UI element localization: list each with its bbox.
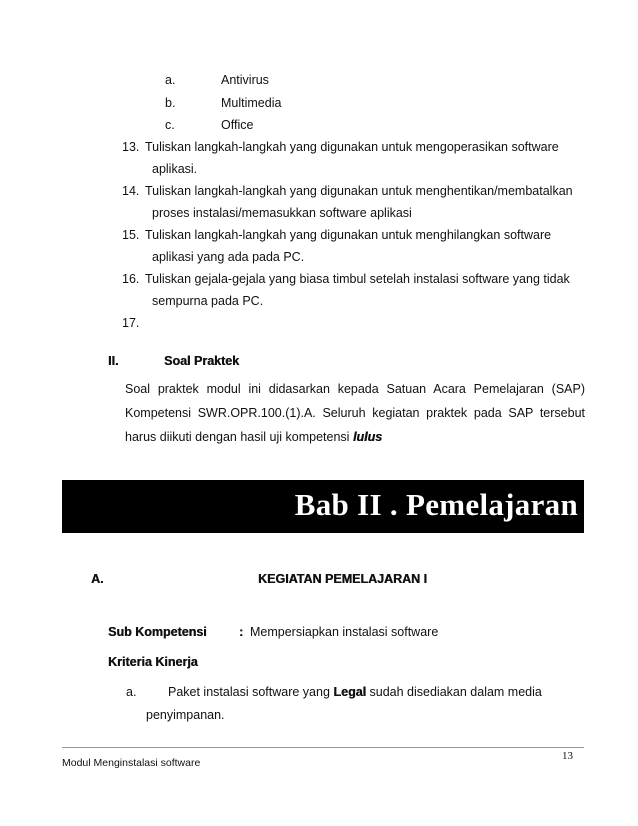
section-2-para-line3-text: harus diikuti dengan hasil uji kompetensi bbox=[125, 430, 350, 444]
option-b-letter: b. bbox=[165, 96, 176, 110]
section-2-numeral: II. bbox=[108, 354, 119, 368]
kriteria-item-a-after: sudah disediakan dalam media bbox=[369, 685, 542, 699]
footer-divider bbox=[62, 747, 584, 748]
question-14-number: 14. bbox=[122, 184, 140, 198]
sub-kompetensi-label: Sub Kompetensi bbox=[108, 625, 207, 639]
kriteria-item-a-line2: penyimpanan. bbox=[146, 708, 225, 722]
question-14-line1: Tuliskan langkah-langkah yang digunakan untuk menghentikan/membatalkan bbox=[145, 184, 573, 198]
section-a-letter: A. bbox=[91, 572, 104, 586]
kriteria-kinerja-label: Kriteria Kinerja bbox=[108, 655, 198, 669]
option-c-letter: c. bbox=[165, 118, 175, 132]
section-2-para-emphasis: lulus bbox=[352, 430, 383, 444]
option-a-letter: a. bbox=[165, 73, 176, 87]
kriteria-item-a-letter: a. bbox=[126, 685, 137, 699]
question-14-line2: proses instalasi/memasukkan software aplikasi bbox=[152, 206, 412, 220]
question-16-line2: sempurna pada PC. bbox=[152, 294, 264, 308]
question-15-line2: aplikasi yang ada pada PC. bbox=[152, 250, 305, 264]
question-13-line1: Tuliskan langkah-langkah yang digunakan untuk mengoperasikan software bbox=[145, 140, 559, 154]
kriteria-item-a-before: Paket instalasi software yang bbox=[168, 685, 330, 699]
question-16-line1: Tuliskan gejala-gejala yang biasa timbul setelah instalasi software yang tidak bbox=[145, 272, 570, 286]
kriteria-item-a-line1 bbox=[168, 685, 542, 699]
question-16-number: 16. bbox=[122, 272, 140, 286]
section-2-para-line1: Soal praktek modul ini didasarkan kepada Satuan Acara Pemelajaran (SAP) bbox=[125, 382, 585, 396]
section-2-title: Soal Praktek bbox=[164, 354, 240, 368]
question-13-line2: aplikasi. bbox=[152, 162, 198, 176]
section-2-para-line3 bbox=[125, 430, 382, 444]
sub-kompetensi-colon: : bbox=[239, 625, 244, 639]
kriteria-item-a-bold: Legal bbox=[333, 685, 367, 699]
question-13-number: 13. bbox=[122, 140, 140, 154]
option-c-text: Office bbox=[221, 118, 254, 132]
sub-kompetensi-value: Mempersiapkan instalasi software bbox=[250, 625, 439, 639]
chapter-title: Bab II . Pemelajaran bbox=[294, 487, 578, 522]
section-2-para-line2: Kompetensi SWR.OPR.100.(1).A. Seluruh kegiatan praktek pada SAP tersebut bbox=[125, 406, 585, 420]
option-b-text: Multimedia bbox=[221, 96, 282, 110]
chapter-banner bbox=[62, 480, 584, 533]
option-a-text: Antivirus bbox=[221, 73, 269, 87]
question-15-line1: Tuliskan langkah-langkah yang digunakan untuk menghilangkan software bbox=[145, 228, 552, 242]
page-number: 13 bbox=[562, 750, 573, 762]
section-a-title: KEGIATAN PEMELAJARAN I bbox=[258, 572, 427, 586]
footer-module-title: Modul Menginstalasi software bbox=[62, 757, 201, 769]
question-15-number: 15. bbox=[122, 228, 140, 242]
question-17-number: 17. bbox=[122, 316, 140, 330]
